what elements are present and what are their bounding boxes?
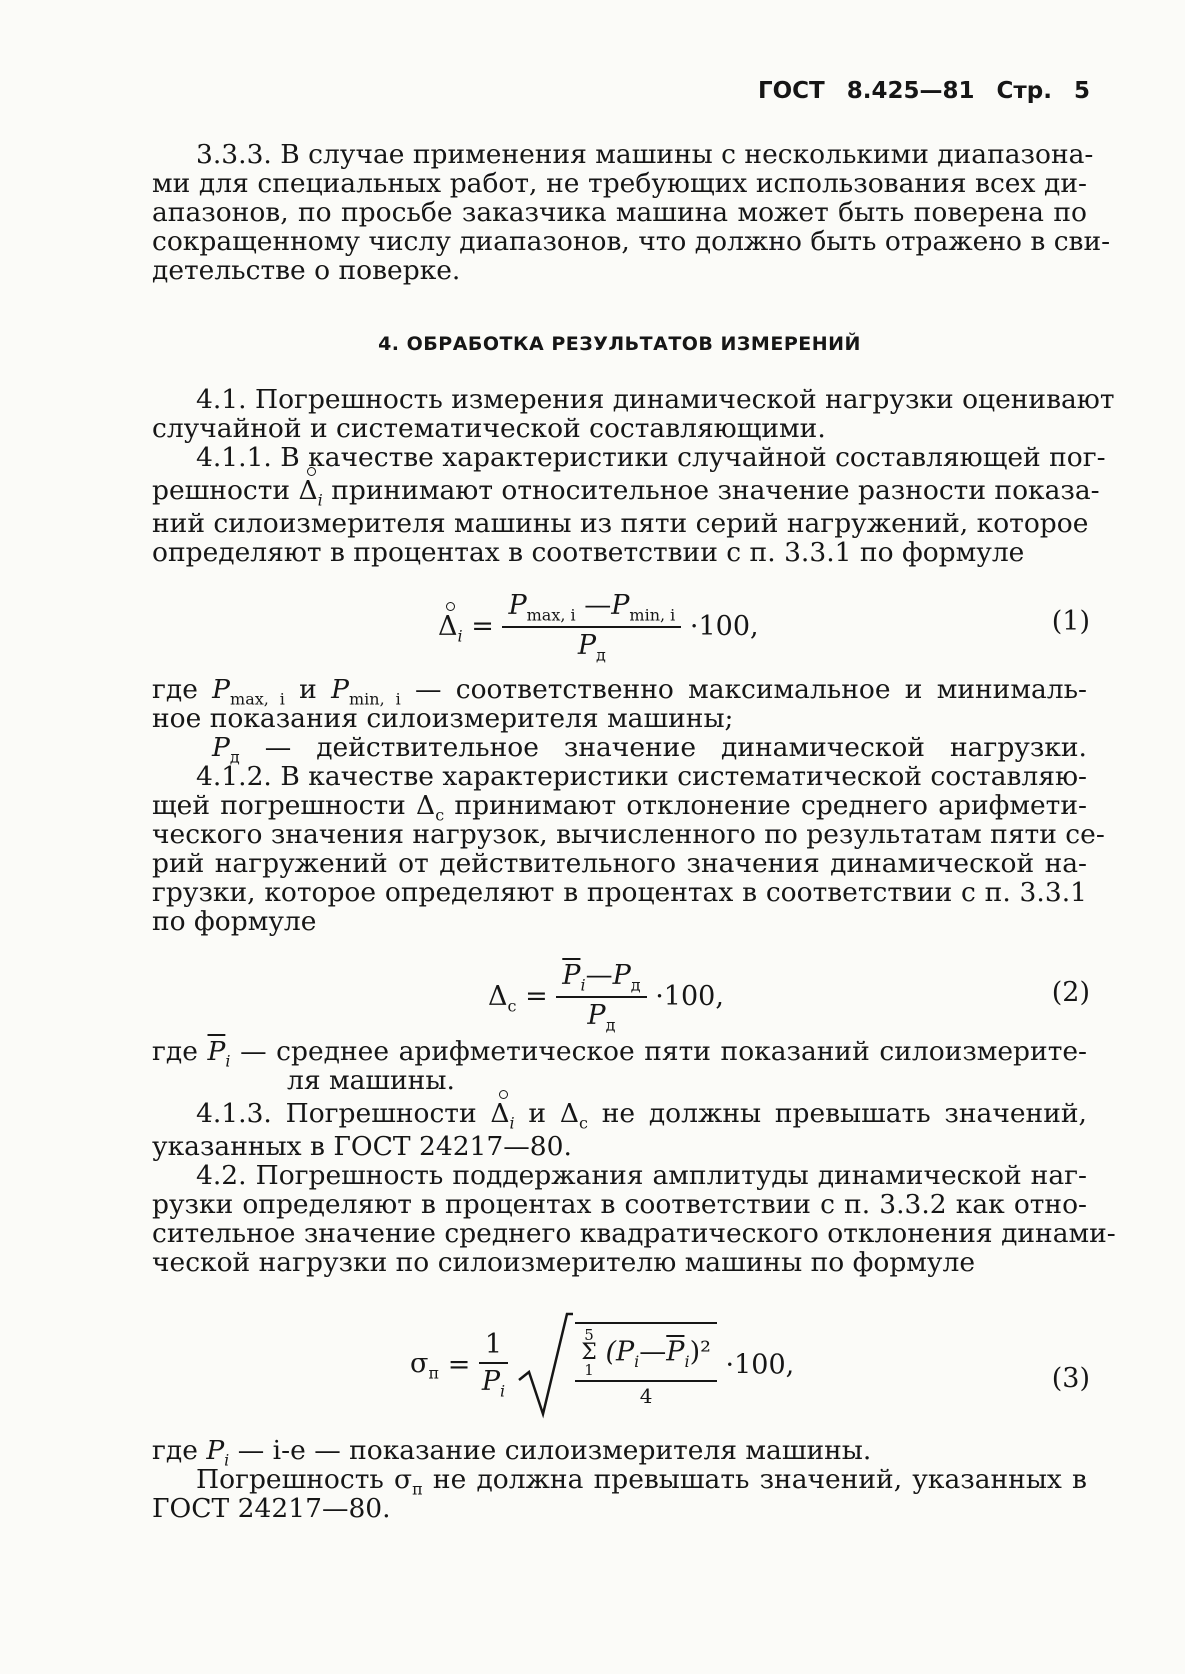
text-line: 4.1.3. Погрешности $\Delta_i$ и $\Delta_c$ не должны превышать значений, bbox=[152, 1095, 1087, 1132]
formula-2: $\Delta_c$ = $\frac{\overline{P}_i—P_д}{P_д}$ ·100, bbox=[488, 960, 724, 1035]
text-line: 4.1.2. В качестве характеристики систематической составляю- bbox=[196, 761, 1087, 792]
text-line: ное показания силоизмерителя машины; bbox=[152, 703, 734, 734]
text-line: Погрешность $\sigma_п$ не должна превышать значений, указанных в bbox=[196, 1464, 1087, 1499]
text-line: рий нагружений от действительного значения динамической на- bbox=[152, 848, 1087, 879]
text-line: $P_д$ — действительное значение динамической нагрузки. bbox=[212, 732, 1087, 767]
equation-number-3: (3) bbox=[1051, 1363, 1090, 1394]
text-line: где $\overline{P}_i$ — среднее арифметическое пяти показаний силоизмерите- bbox=[152, 1036, 1087, 1071]
text-line: определяют в процентах в соответствии с п. 3.3.1 по формуле bbox=[152, 537, 1025, 568]
formula-1-legend bbox=[152, 674, 1105, 937]
text-line: грузки, которое определяют в процентах в соответствии с п. 3.3.1 bbox=[152, 877, 1087, 908]
sum-operator: 5 Σ 1 bbox=[581, 1326, 597, 1379]
text-line: где $P_{max, i}$ и $P_{min, i}$ — соответственно максимальное и минималь- bbox=[152, 674, 1087, 709]
formula-1-lhs: $\Delta_i$ bbox=[438, 610, 463, 646]
header-page-label: Стр. bbox=[996, 78, 1052, 104]
text-line: апазонов, по просьбе заказчика машина может быть поверена по bbox=[152, 197, 1087, 228]
text-line: щей погрешности $\Delta_c$ принимают отклонение среднего арифмети- bbox=[152, 790, 1087, 825]
paragraph-3-3-3 bbox=[152, 139, 1111, 286]
paragraph-4-1 bbox=[152, 384, 1115, 568]
text-line: ля машины. bbox=[287, 1065, 455, 1096]
text-line: 4.1.1. В качестве характеристики случайной составляющей пог- bbox=[196, 442, 1106, 473]
text-line: ми для специальных работ, не требующих использования всех ди- bbox=[152, 168, 1087, 199]
header-page-number: 5 bbox=[1073, 78, 1090, 104]
delta-random-symbol: $\Delta_i$ bbox=[490, 1099, 514, 1137]
text-line: ний силоизмерителя машины из пяти серий нагружений, которое bbox=[152, 508, 1089, 539]
formula-3-lhs: $\sigma_п$ bbox=[410, 1347, 440, 1383]
formula-3-radical bbox=[517, 1310, 717, 1420]
formula-3-coefficient: $\frac{1}{P_i}$ bbox=[479, 1329, 508, 1400]
radical-sign-icon bbox=[517, 1310, 573, 1420]
text-line: ческого значения нагрузок, вычисленного по результатам пяти се- bbox=[152, 819, 1105, 850]
formula-3-radicand: 5 Σ 1 $(P_i—\overline{P}_i)^2$ 4 bbox=[575, 1322, 717, 1408]
text-line bbox=[152, 472, 1100, 510]
header-doc: ГОСТ bbox=[757, 78, 825, 104]
text-line: 4.1. Погрешность измерения динамической нагрузки оценивают bbox=[196, 384, 1115, 415]
sigma-symbol: $\sigma_п$ bbox=[393, 1464, 423, 1499]
text-line: сительное значение среднего квадратического отклонения динами- bbox=[152, 1218, 1116, 1249]
page-header bbox=[758, 78, 1090, 104]
equation-number-2: (2) bbox=[1051, 977, 1090, 1008]
text-line: по формуле bbox=[152, 906, 317, 937]
text-line: ГОСТ 24217—80. bbox=[152, 1493, 391, 1524]
text-line: детельстве о поверке. bbox=[152, 255, 461, 286]
formula-1: $\Delta_i$ = $\frac{P_{max, i} —P_{min, i}}{P_д}$ ·100, bbox=[438, 590, 759, 665]
text-line: сокращенному числу диапазонов, что должно быть отражено в сви- bbox=[152, 226, 1111, 257]
text-line: указанных в ГОСТ 24217—80. bbox=[152, 1131, 572, 1162]
text-line: ческой нагрузки по силоизмерителю машины по формуле bbox=[152, 1247, 976, 1278]
text-line: 3.3.3. В случае применения машины с несколькими диапазона- bbox=[196, 139, 1094, 170]
delta-systematic-symbol: $\Delta_c$ bbox=[559, 1098, 588, 1133]
formula-3-legend bbox=[152, 1436, 1087, 1523]
delta-systematic-symbol: $\Delta_c$ bbox=[416, 790, 445, 825]
section-title: 4. ОБРАБОТКА РЕЗУЛЬТАТОВ ИЗМЕРЕНИЙ bbox=[378, 333, 861, 355]
text-line: где $P_i$ — i-е — показание силоизмерителя машины. bbox=[152, 1435, 872, 1470]
delta-random-symbol: $\Delta_i$ bbox=[299, 476, 323, 514]
formula-2-lhs: $\Delta_c$ bbox=[488, 980, 517, 1016]
text-line: случайной и систематической составляющими. bbox=[152, 413, 826, 444]
formula-3: $\sigma_п$ = $\frac{1}{P_i}$ 5 Σ 1 $(P_i—\overline{P}_i)^2$ 4 ·100, bbox=[410, 1310, 794, 1420]
text-fragment: принимают относительное значение разности показа- bbox=[331, 475, 1100, 506]
text-line: 4.2. Погрешность поддержания амплитуды динамической наг- bbox=[196, 1160, 1087, 1191]
formula-1-fraction: $\frac{P_{max, i} —P_{min, i}}{P_д}$ bbox=[502, 590, 681, 665]
header-number: 8.425—81 bbox=[846, 78, 975, 104]
text-line: рузки определяют в процентах в соответствии с п. 3.3.2 как отно- bbox=[152, 1189, 1087, 1220]
formula-2-fraction: $\frac{\overline{P}_i—P_д}{P_д}$ bbox=[556, 960, 646, 1035]
equation-number-1: (1) bbox=[1051, 606, 1090, 637]
text-fragment: решности bbox=[152, 475, 291, 506]
formula-2-legend bbox=[152, 1036, 1116, 1278]
